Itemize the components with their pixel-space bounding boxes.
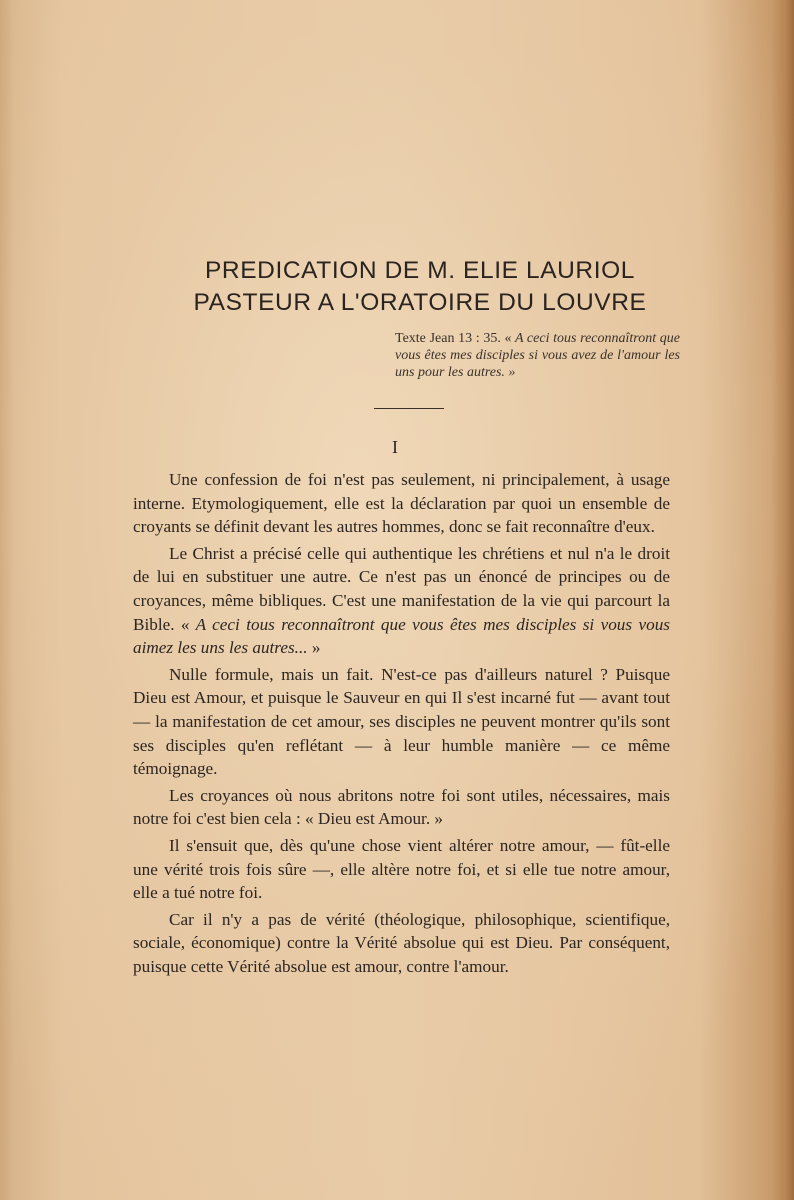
paper-right-edge [772, 0, 794, 1200]
paragraph-2-text: Le Christ a précisé celle qui authentique les chrétiens et nul n'a le droit de lui en substituer une autre. Ce n'est pas un énoncé de principes ou de croyances, même bibliques. C'est une manifestation de la vie qui parcourt la Bible. « [133, 543, 670, 634]
paragraph-6: Car il n'y a pas de vérité (théologique, philosophique, scientifique, sociale, économique) contre la Vérité absolue qui est Dieu. Par conséquent, puisque cette Vérité absolue est amour, contre l'amour. [133, 909, 670, 976]
scripture-quote: A ceci tous reconnaîtront que vous êtes mes disciples si vous avez de l'amour les uns pour les autres. » [395, 331, 680, 380]
paragraph-2 [133, 542, 670, 660]
paragraph-1: Une confession de foi n'est pas seulement, ni principalement, à usage interne. Etymologiquement, elle est la déclaration par quoi un ensemble de croyants se définit devant les autres hommes, donc se fait reconnaître d'eux. [133, 470, 670, 537]
section-divider [374, 408, 444, 409]
scripture-epigraph [395, 330, 680, 381]
sermon-body [133, 468, 670, 981]
scripture-reference: Texte Jean 13 : 35. « [395, 331, 512, 346]
paragraph-2-quote: A ceci tous reconnaîtront que vous êtes mes disciples si vous vous aimez les uns les autres... [133, 614, 670, 658]
sermon-title: PREDICATION DE M. ELIE LAURIOL [204, 257, 636, 284]
paragraph-2-end: » [307, 638, 321, 658]
sermon-subtitle: PASTEUR A L'ORATOIRE DU LOUVRE [193, 289, 647, 316]
section-number: I [392, 437, 398, 457]
paragraph-4: Les croyances où nous abritons notre foi sont utiles, nécessaires, mais notre foi c'est bien cela : « Dieu est Amour. » [133, 785, 670, 829]
paper-left-edge [0, 0, 14, 1200]
paragraph-5: Il s'ensuit que, dès qu'une chose vient altérer notre amour, — fût-elle une vérité trois fois sûre —, elle altère notre foi, et si elle tue notre amour, elle a tué notre foi. [133, 835, 670, 903]
paragraph-3: Nulle formule, mais un fait. N'est-ce pas d'ailleurs naturel ? Puisque Dieu est Amour, et puisque le Sauveur en qui Il s'est incarné fut — avant tout — la manifestation de cet amour, ses disciples ne peuvent montrer qu'ils sont ses disciples qu'en reflétant — à leur humble manière — ce même témoignage. [133, 664, 670, 779]
